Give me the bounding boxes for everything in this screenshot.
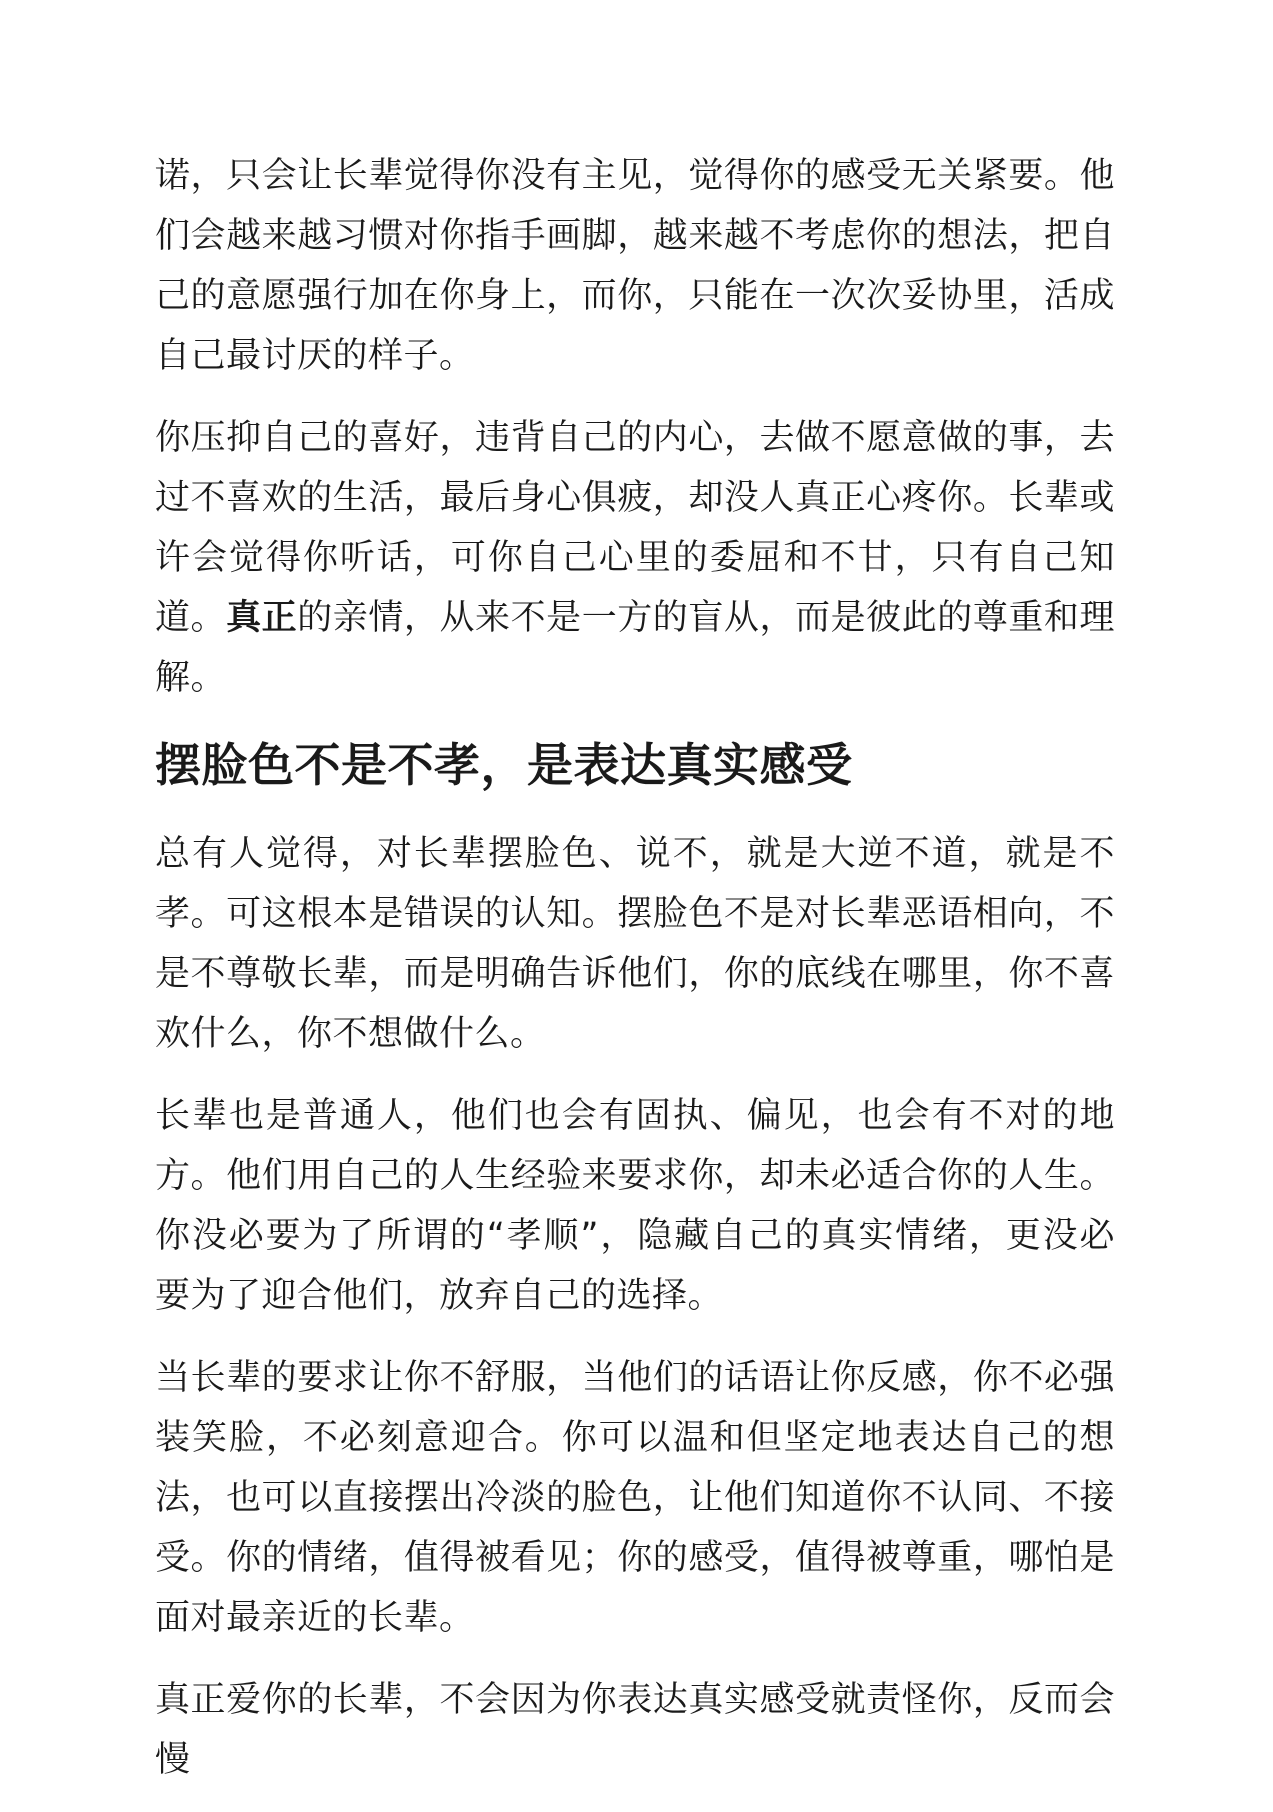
paragraph: 长辈也是普通人，他们也会有固执、偏见，也会有不对的地方。他们用自己的人生经验来要求你，却未必适合你的人生。你没必要为了所谓的“孝顺”，隐藏自己的真实情绪，更没必要为了迎合他们，放弃自己的选择。 (155, 1096, 1115, 1316)
paragraph-text: 你压抑自己的喜好，违背自己的内心，去做不愿意做的事，去过不喜欢的生活，最后身心俱疲，却没人真正心疼你。长辈或许会觉得你听话，可你自己心里的委屈和不甘，只有自己知道。 (155, 418, 1115, 638)
paragraph: 真正爱你的长辈，不会因为你表达真实感受就责怪你，反而会慢 (155, 1680, 1115, 1780)
document-page (155, 146, 1115, 1812)
paragraph: 诺，只会让长辈觉得你没有主见，觉得你的感受无关紧要。他们会越来越习惯对你指手画脚，越来越不考虑你的想法，把自己的意愿强行加在你身上，而你，只能在一次次妥协里，活成自己最讨厌的样子。 (155, 156, 1115, 376)
paragraph (155, 408, 1115, 708)
paragraph: 总有人觉得，对长辈摆脸色、说不，就是大逆不道，就是不孝。可这根本是错误的认知。摆脸色不是对长辈恶语相向，不是不尊敬长辈，而是明确告诉他们，你的底线在哪里，你不喜欢什么，你不想做什么。 (155, 834, 1115, 1054)
paragraph: 当长辈的要求让你不舒服，当他们的话语让你反感，你不必强装笑脸，不必刻意迎合。你可以温和但坚定地表达自己的想法，也可以直接摆出冷淡的脸色，让他们知道你不认同、不接受。你的情绪，值得被看见；你的感受，值得被尊重，哪怕是面对最亲近的长辈。 (155, 1358, 1115, 1638)
paragraph-text: 的亲情，从来不是一方的盲从，而是彼此的尊重和理解。 (155, 598, 1115, 698)
bold-emphasis: 真正 (226, 598, 298, 638)
section-heading: 摆脸色不是不孝，是表达真实感受 (155, 738, 853, 792)
